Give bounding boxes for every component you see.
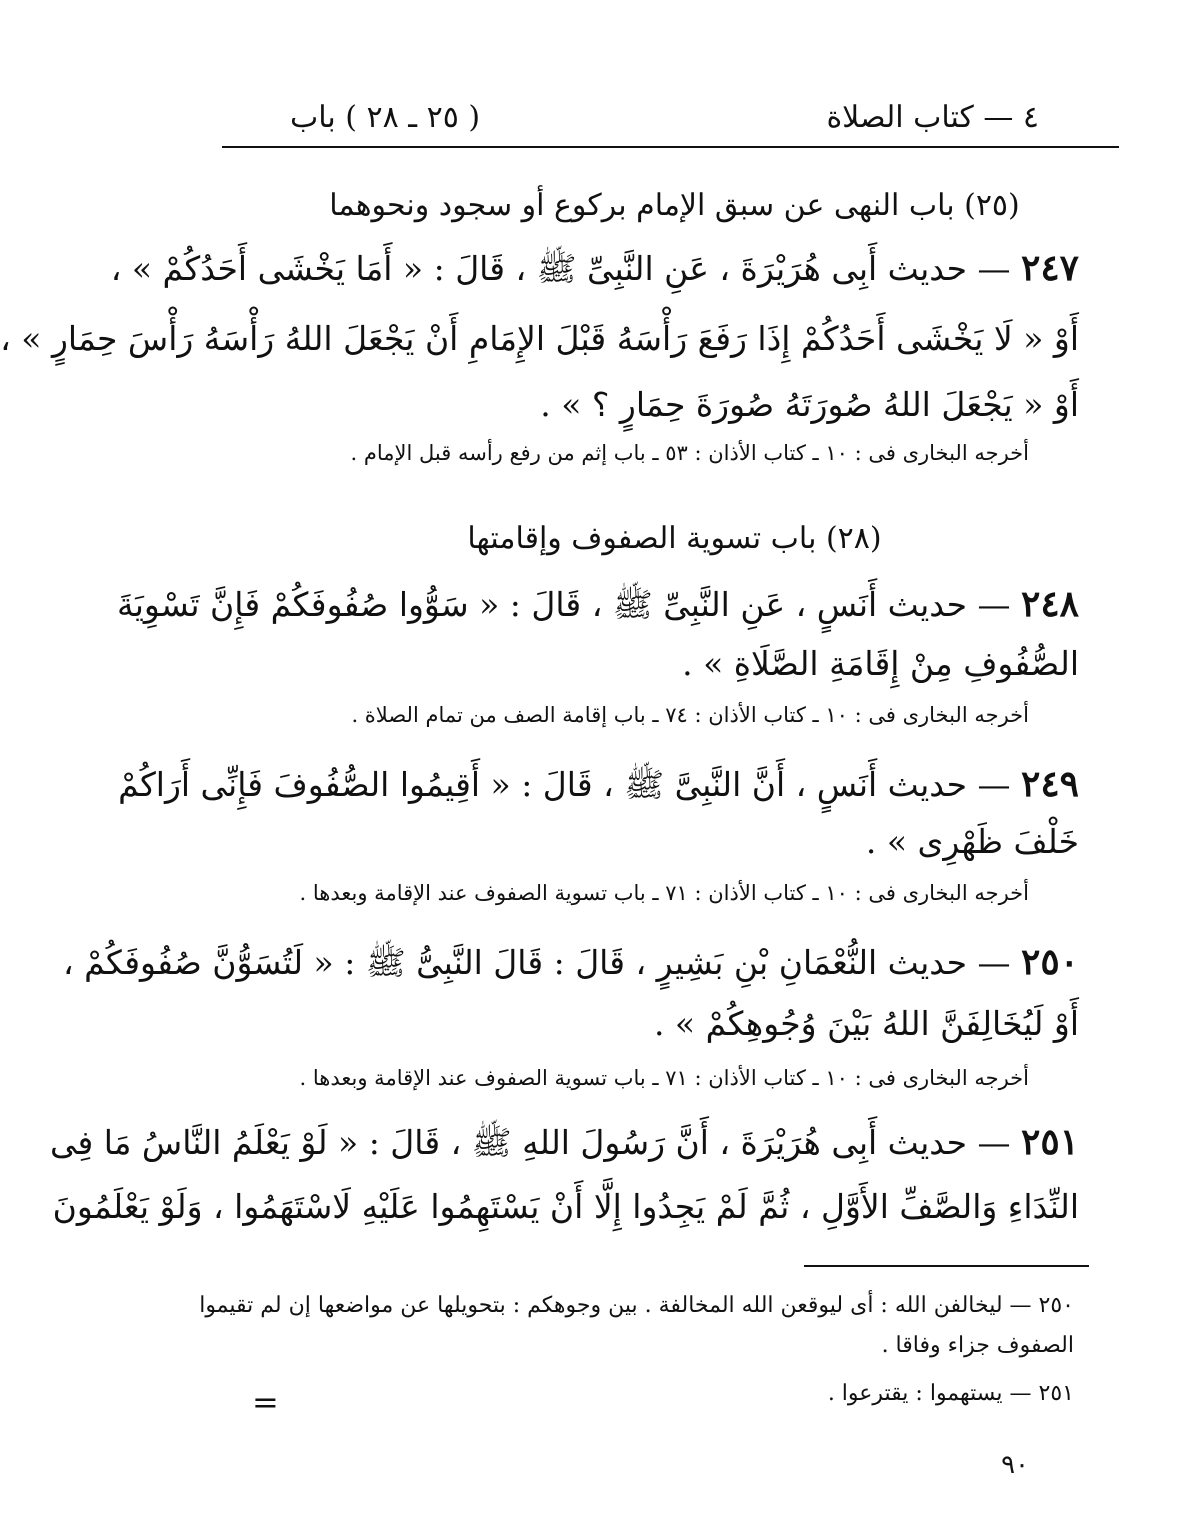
hadith-247-line-3: أَوْ « يَجْعَلَ اللهُ صُورَتَهُ صُورَةَ حِمَارٍ ؟ » . [540,385,1079,424]
footnote-250-line-2: الصفوف جزاء وفاقا . [881,1333,1074,1358]
hadith-251-line-1 [49,1118,1079,1167]
hadith-249-line-1 [118,760,1079,809]
hadith-number-247: ٢٤٧ [1020,247,1079,289]
continuation-mark: = [252,1383,279,1421]
hadith-251-text-1: — حديث أَبِى هُرَيْرَةَ ، أَنَّ رَسُولَ اللهِ ﷺ ، قَالَ : « لَوْ يَعْلَمُ النَّاسُ مَا فِى [49,1123,1011,1162]
hadith-250-reference: أخرجه البخارى فى : ١٠ ـ كتاب الأذان : ٧١ ـ باب تسوية الصفوف عند الإقامة وبعدها . [299,1066,1029,1090]
hadith-247-line-2: أَوْ « لَا يَخْشَى أَحَدُكُمْ إِذَا رَفَعَ رَأْسَهُ قَبْلَ الإِمَامِ أَنْ يَجْعَلَ اللهُ رَأْسَهُ رَأْسَ حِمَارٍ » ، [0,319,1079,358]
hadith-247-text-1: — حديث أَبِى هُرَيْرَةَ ، عَنِ النَّبِىِّ ﷺ ، قَالَ : « أَمَا يَخْشَى أَحَدُكُمْ » ، [110,249,1011,288]
hadith-number-248: ٢٤٨ [1020,583,1079,625]
running-head [290,92,1039,142]
hadith-248-reference: أخرجه البخارى فى : ١٠ ـ كتاب الأذان : ٧٤ ـ باب إقامة الصف من تمام الصلاة . [351,703,1029,727]
hadith-249-line-2: خَلْفَ ظَهْرِى » . [865,822,1079,861]
hadith-249-text-1: — حديث أَنَسٍ ، أَنَّ النَّبِىَّ ﷺ ، قَالَ : « أَقِيمُوا الصُّفُوفَ فَإِنِّى أَرَاكُمْ [118,765,1011,804]
running-head-chapter-range: ( ٢٥ ـ ٢٨ ) باب [290,99,481,135]
hadith-number-251: ٢٥١ [1020,1121,1079,1163]
hadith-247-line-1 [110,244,1079,293]
hadith-number-250: ٢٥٠ [1020,941,1079,983]
header-rule [222,146,1119,148]
page-number: ٩٠ [1001,1450,1029,1480]
hadith-249-reference: أخرجه البخارى فى : ١٠ ـ كتاب الأذان : ٧١ ـ باب تسوية الصفوف عند الإقامة وبعدها . [299,881,1029,905]
hadith-250-line-1 [62,938,1079,987]
running-head-book-title: ٤ — كتاب الصلاة [826,99,1039,135]
hadith-248-line-1 [117,580,1079,629]
hadith-248-line-2: الصُّفُوفِ مِنْ إِقَامَةِ الصَّلَاةِ » . [682,644,1079,683]
chapter-heading-28: (٢٨) باب تسوية الصفوف وإقامتها [467,521,882,556]
hadith-251-line-2: النِّدَاءِ وَالصَّفِّ الأَوَّلِ ، ثُمَّ لَمْ يَجِدُوا إِلَّا أَنْ يَسْتَهِمُوا عَلَيْهِ لَاسْتَهَمُوا ، وَلَوْ يَعْلَمُونَ [52,1187,1079,1226]
footnote-251: ٢٥١ — يستهموا : يقترعوا . [827,1381,1074,1406]
chapter-heading-25: (٢٥) باب النهى عن سبق الإمام بركوع أو سجود ونحوهما [329,188,1020,223]
footnote-250-line-1: ٢٥٠ — ليخالفن الله : أى ليوقعن الله المخالفة . بين وجوهكم : بتحويلها عن مواضعها إن لم تقيموا [199,1293,1074,1318]
hadith-247-reference: أخرجه البخارى فى : ١٠ ـ كتاب الأذان : ٥٣ ـ باب إثم من رفع رأسه قبل الإمام . [350,441,1029,465]
hadith-number-249: ٢٤٩ [1020,763,1079,805]
hadith-248-text-1: — حديث أَنَسٍ ، عَنِ النَّبِىِّ ﷺ ، قَالَ : « سَوُّوا صُفُوفَكُمْ فَإِنَّ تَسْوِيَةَ [117,585,1011,624]
hadith-250-text-1: — حديث النُّعْمَانِ بْنِ بَشِيرٍ ، قَالَ : قَالَ النَّبِىُّ ﷺ : « لَتُسَوُّنَّ صُفُوفَكُمْ ، [62,943,1011,982]
footnote-rule [804,1265,1089,1267]
hadith-250-line-2: أَوْ لَيُخَالِفَنَّ اللهُ بَيْنَ وُجُوهِكُمْ » . [653,1004,1079,1043]
